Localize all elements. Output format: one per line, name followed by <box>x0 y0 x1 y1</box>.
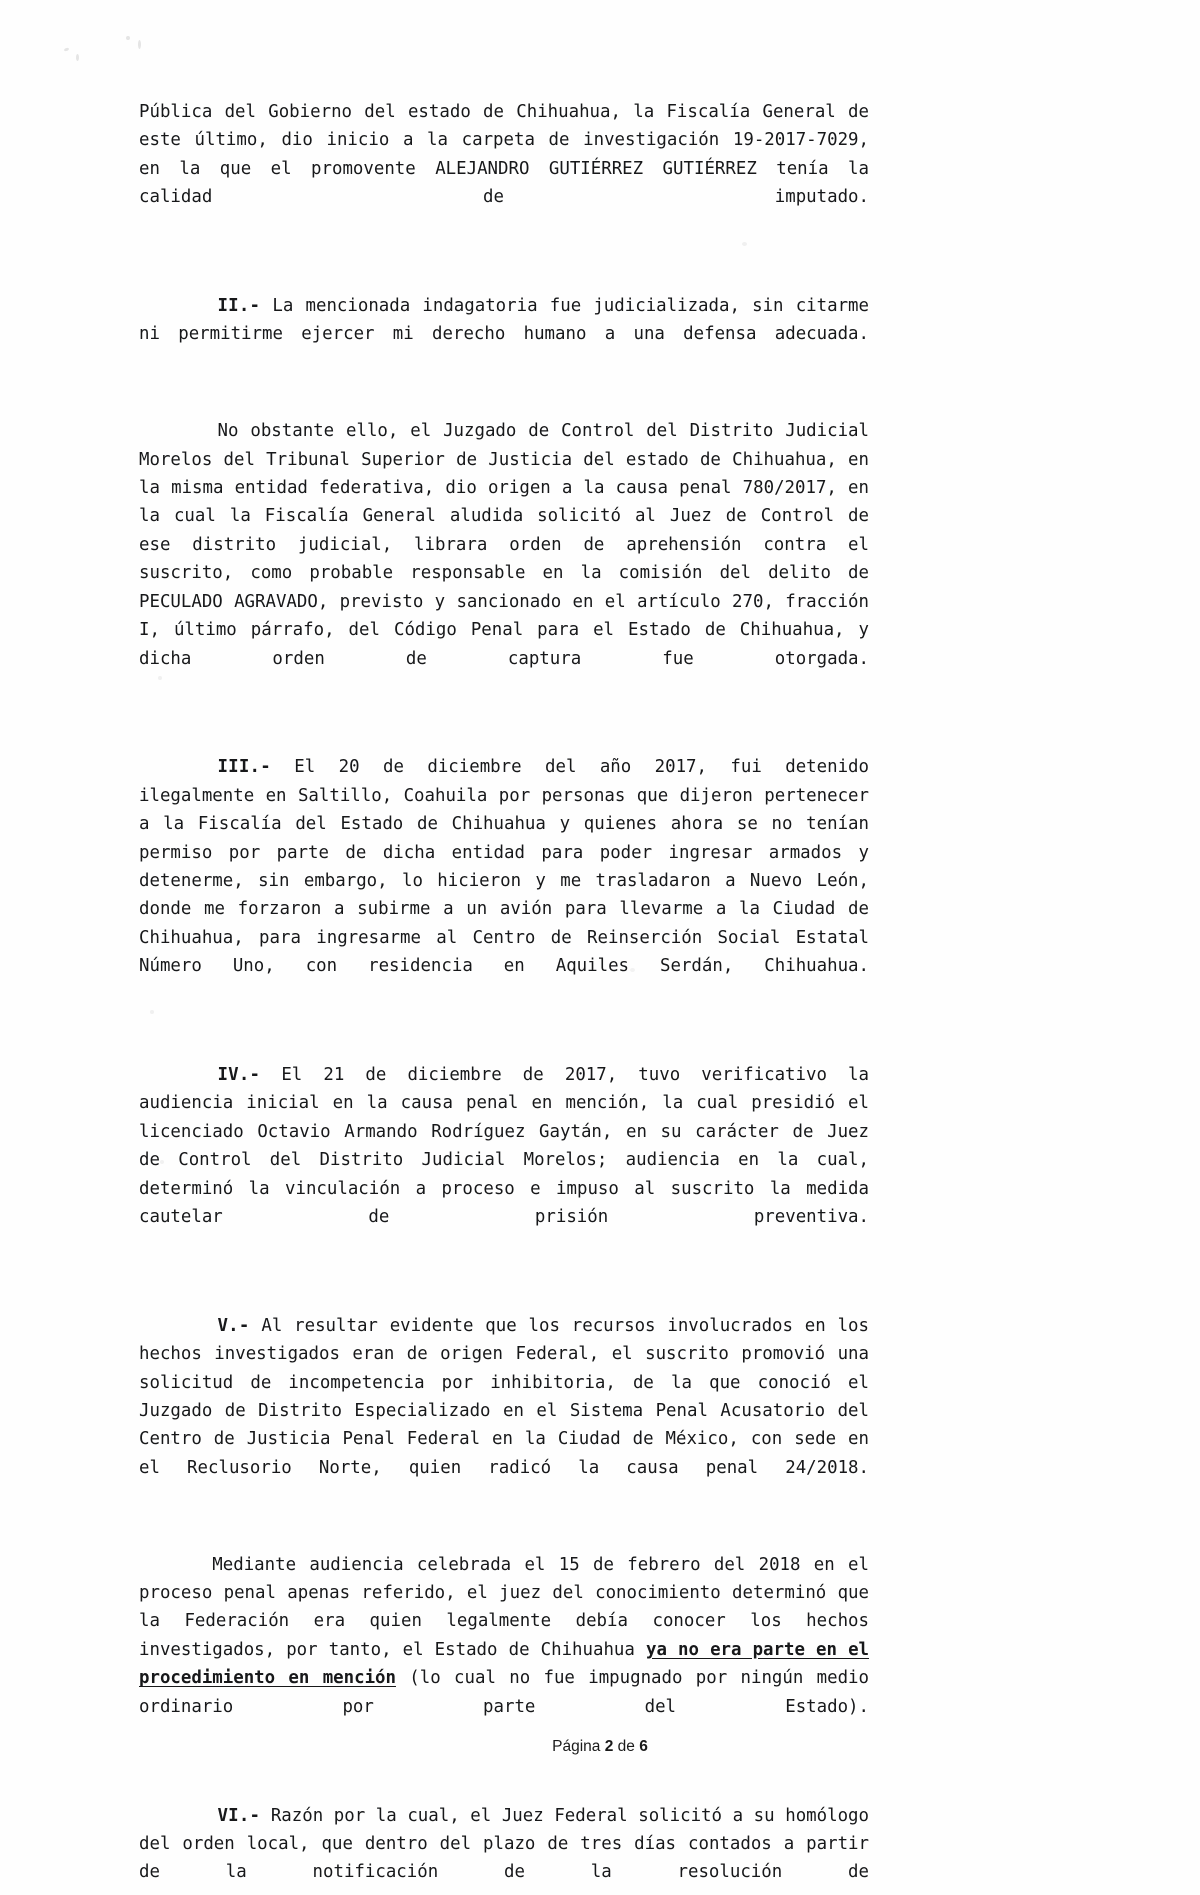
paragraph-mediante <box>139 1551 869 1750</box>
paragraph-section-VI <box>139 1802 869 1895</box>
section-marker-III: III.- <box>217 757 271 778</box>
document-body <box>139 98 869 1895</box>
paragraph-text: El 20 de diciembre del año 2017, fui detenido ilegalmente en Saltillo, Coahuila por personas que dijeron pertenecer a la Fiscalía del Estado de Chihuahua y quienes ahora se no tenían permiso por parte de dicha entidad para poder ingresar armados y detenerme, sin embargo, lo hicieron y me trasladaron a Nuevo León, donde me forzaron a subirme a un avión para llevarme a la Ciudad de Chihuahua, para ingresarme al Centro de Reinserción Social Estatal Número Uno, con residencia en Aquiles Serdán, Chihuahua. <box>139 757 869 977</box>
footer-page-total: 6 <box>639 1738 648 1755</box>
paragraph-no-obstante <box>139 417 869 701</box>
paragraph-continuation <box>139 98 869 240</box>
paragraph-text: El 21 de diciembre de 2017, tuvo verificativo la audiencia inicial en la causa penal en mención, la cual presidió el licenciado Octavio Armando Rodríguez Gaytán, en su carácter de Juez de Control del Distrito Judicial Morelos; audiencia en la cual, determinó la vinculación a proceso e impuso al suscrito la medida cautelar de prisión preventiva. <box>139 1064 869 1227</box>
paragraph-section-II <box>139 292 869 377</box>
paragraph-text: No obstante ello, el Juzgado de Control del Distrito Judicial Morelos del Tribunal Superior de Justicia del estado de Chihuahua, en la misma entidad federativa, dio origen a la causa penal 780/2017, en la cual la Fiscalía General aludida solicitó al Juez de Control de ese distrito judicial, librara orden de aprehensión contra el suscrito, como probable responsable en la comisión del delito de PECULADO AGRAVADO, previsto y sancionado en el artículo 270, fracción I, último párrafo, del Código Penal para el Estado de Chihuahua, y dicha orden de captura fue otorgada. <box>139 421 869 669</box>
footer-page-label: Página <box>552 1738 601 1755</box>
scan-speck <box>138 40 141 49</box>
section-marker-VI: VI.- <box>217 1805 261 1826</box>
paragraph-section-III <box>139 753 869 1009</box>
section-marker-II: II.- <box>217 296 261 317</box>
paragraph-section-V <box>139 1312 869 1511</box>
paragraph-text: Pública del Gobierno del estado de Chihuahua, la Fiscalía General de este último, dio inicio a la carpeta de investigación 19-2017-7029, en la que el promovente ALEJANDRO GUTIÉRREZ GUTIÉRREZ tenía la calidad de imputado. <box>139 102 869 208</box>
paragraph-text-after: (lo cual no fue impugnado por ningún medio ordinario por parte del Estado). <box>139 1668 869 1717</box>
scan-speck <box>76 54 79 61</box>
scan-speck <box>126 36 130 40</box>
paragraph-text: Al resultar evidente que los recursos involucrados en los hechos investigados eran de origen Federal, el suscrito promovió una solicitud de incompetencia por inhibitoria, de la que conoció el Juzgado de Distrito Especializado en el Sistema Penal Acusatorio del Centro de Justicia Penal Federal en la Ciudad de México, con sede en el Reclusorio Norte, quien radicó la causa penal 24/2018. <box>139 1315 869 1478</box>
paragraph-section-IV <box>139 1061 869 1260</box>
section-marker-IV: IV.- <box>217 1064 261 1085</box>
footer-of-word: de <box>617 1738 635 1755</box>
emphasized-underlined-text: ya no era parte en el procedimiento en mención <box>139 1639 870 1689</box>
paragraph-text: La mencionada indagatoria fue judicializada, sin citarme ni permitirme ejercer mi derecho humano a una defensa adecuada. <box>139 296 869 345</box>
scan-speck <box>64 47 70 52</box>
paragraph-text: Razón por la cual, el Juez Federal solicitó a su homólogo del orden local, que dentro del plazo de tres días contados a partir de la notificación de la resolución de <box>139 1805 869 1883</box>
page-footer <box>0 1738 1200 1756</box>
section-marker-V: V.- <box>217 1315 250 1336</box>
footer-page-number: 2 <box>604 1738 614 1755</box>
paragraph-text-before: Mediante audiencia celebrada el 15 de febrero del 2018 en el proceso penal apenas referido, el juez del conocimiento determinó que la Federación era quien legalmente debía conocer los hechos investigados, por tanto, el Estado de Chihuahua <box>139 1554 869 1660</box>
paragraph-text <box>260 296 272 316</box>
